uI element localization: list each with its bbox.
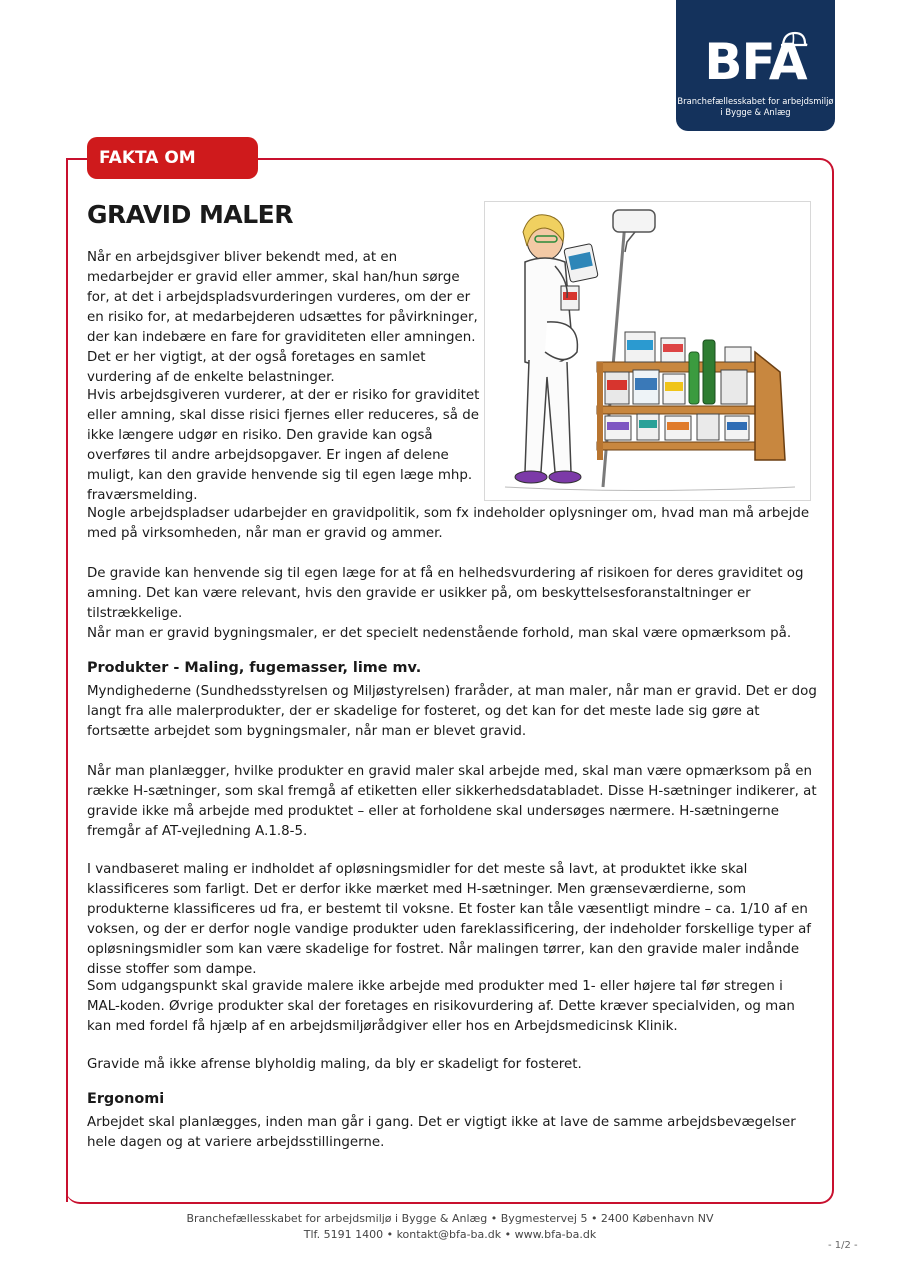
intro-paragraph-2: Hvis arbejdsgiveren vurderer, at der er risiko for graviditet eller amning, skal disse risici fjernes eller reduceres, så de ikke længere udgør en risiko. Den gravide kan også overføres til andre arbejdsopgaver. Er ingen af delene muligt, kan den gravide henvende sig til egen læge mhp. fraværsmelding. (87, 388, 480, 503)
page-number: - 1/2 - (828, 1240, 858, 1251)
doctor-paragraph: De gravide kan henvende sig til egen læge for at få en helhedsvurdering af risikoen for deres graviditet og amning. Det kan være relevant, hvis den gravide er usikker på, om beskyttelsesforanstaltninger er tilstrækkelige. (87, 566, 804, 621)
painter-illustration-icon (485, 202, 810, 500)
attention-paragraph: Når man er gravid bygningsmaler, er det specielt nedenstående forhold, man skal være opmærksom på. (87, 626, 792, 641)
footer-contact: Tlf. 5191 1400 • kontakt@bfa-ba.dk • www.bfa-ba.dk (303, 1228, 597, 1241)
policy-paragraph: Nogle arbejdspladser udarbejder en gravidpolitik, som fx indeholder oplysninger om, hvad man må arbejde med på virksomheden, når man er gravid og ammer. (87, 506, 810, 541)
products-paragraph-4: Som udgangspunkt skal gravide malere ikke arbejde med produkter med 1- eller højere tal før stregen i MAL-koden. Øvrige produkter skal der foretages en risikovurdering af. Dette kræver specialviden, og man kan med fordel få hjælp af en arbejdsmiljørådgiver eller hos en Arbejdsmedicinsk Klinik. (87, 979, 795, 1034)
content-frame-left-edge (66, 158, 68, 1202)
products-paragraph-3: I vandbaseret maling er indholdet af opløsningsmidler for det meste så lavt, at produktet ikke skal klassificeres som farligt. Det er derfor ikke mærket med H-sætninger. Men grænseværdierne, som produkterne klassificeres ud fra, er bestemt til voksne. Et foster kan tåle væsentligt mindre – ca. 1/10 af en voksen, og der er derfor nogle vandige produkter uden fareklassificering, der indeholder forskellige typer af opløsningsmidler som kan være skadelige for fostret. Når malingen tørrer, kan den gravide maler indånde disse stoffer som dampe. (87, 862, 812, 977)
logo-mark: BFA (704, 33, 807, 91)
painter-illustration (484, 201, 811, 501)
section-heading-ergonomics: Ergonomi (87, 1091, 165, 1107)
page-title: GRAVID MALER (87, 200, 294, 229)
section-heading-products: Produkter - Maling, fugemasser, lime mv. (87, 660, 422, 676)
products-paragraph-5: Gravide må ikke afrense blyholdig maling, da bly er skadeligt for fosteret. (87, 1057, 582, 1072)
products-paragraph-2: Når man planlægger, hvilke produkter en gravid maler skal arbejde med, skal man være opmærksom på en række H-sætninger, som skal fremgå af etiketten eller sikkerhedsdatabladet. Disse H-sætninger indikerer, at gravide ikke må arbejde med produktet – eller at forholdene skal undersøges nærmere. H-sætningerne fremgår af AT-vejledning A.1.8-5. (87, 764, 817, 839)
helmet-icon (780, 30, 808, 48)
logo-subtitle-line2: i Bygge & Anlæg (720, 107, 791, 117)
intro-paragraph-1: Når en arbejdsgiver bliver bekendt med, at en medarbejder er gravid eller ammer, skal han/hun sørge for, at det i arbejdspladsvurderingen vurderes, om der er en risiko for, at medarbejderen udsættes for påvirkninger, der kan indebære en fare for graviditeten eller amningen. Det er her vigtigt, at der også foretages en samlet vurdering af de enkelte belastninger. (87, 250, 478, 385)
fakta-om-tab: FAKTA OM (87, 137, 258, 179)
products-paragraph-1: Myndighederne (Sundhedsstyrelsen og Miljøstyrelsen) fraråder, at man maler, når man er gravid. Det er dog langt fra alle malerprodukter, der er skadelige for fosteret, og det kan for det meste lade sig gøre at fortsætte arbejdet som bygningsmaler, når man er blevet gravid. (87, 684, 817, 739)
bfa-logo (676, 0, 835, 131)
ergonomics-paragraph: Arbejdet skal planlægges, inden man går i gang. Det er vigtigt ikke at lave de samme arbejdsbevægelser hele dagen og at variere arbejdsstillingerne. (87, 1115, 796, 1150)
logo-subtitle-line1: Branchefællesskabet for arbejdsmiljø (677, 96, 834, 106)
logo-subtitle (676, 96, 835, 118)
footer-address: Branchefællesskabet for arbejdsmiljø i Bygge & Anlæg • Bygmestervej 5 • 2400 København NV (186, 1212, 714, 1225)
